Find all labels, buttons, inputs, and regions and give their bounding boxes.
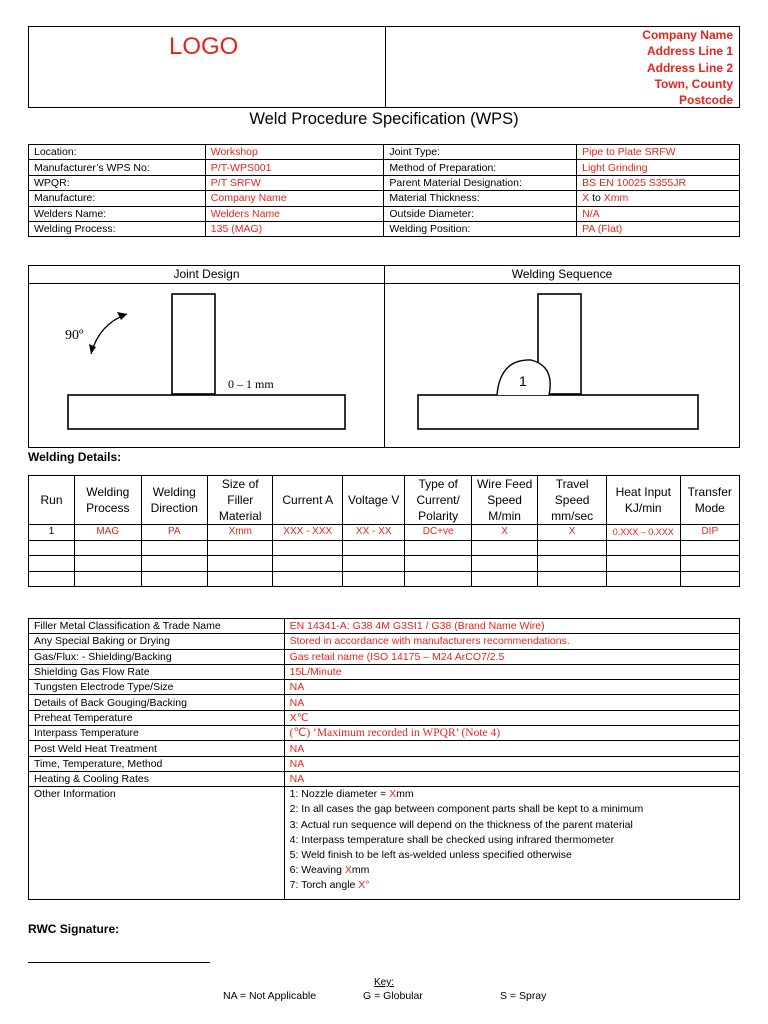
- info-row: [29, 206, 740, 221]
- info-value: Company Name: [205, 191, 384, 206]
- info-value: BS EN 10025 S355JR: [577, 175, 740, 190]
- info-value: PA (Flat): [577, 221, 740, 236]
- address-line-2: Address Line 2: [646, 60, 733, 75]
- info-label: WPQR:: [29, 175, 206, 190]
- column-header: Welding Direction: [141, 476, 207, 525]
- info-label: Welding Process:: [29, 221, 206, 236]
- filler-row: [29, 634, 740, 649]
- note-item: 4: Interpass temperature shall be checked using infrared thermometer: [289, 833, 615, 846]
- logo-cell: [29, 27, 386, 107]
- table-cell: Xmm: [208, 525, 273, 541]
- info-value: P/T SRFW: [205, 175, 384, 190]
- table-cell: X: [538, 525, 607, 541]
- info-value: Pipe to Plate SRFW: [577, 145, 740, 160]
- note-item: 2: In all cases the gap between component parts shall be kept to a minimum: [289, 803, 644, 816]
- welding-sequence-header: Welding Sequence: [385, 266, 739, 284]
- other-info-row: [29, 787, 740, 900]
- filler-label: Any Special Baking or Drying: [29, 634, 285, 649]
- filler-value: NA: [284, 680, 739, 695]
- thickness-to: to: [589, 192, 604, 205]
- gap-label: 0 – 1 mm: [228, 377, 274, 391]
- table-cell: XX - XX: [343, 525, 405, 541]
- info-label: Welders Name:: [29, 206, 206, 221]
- info-row: [29, 160, 740, 175]
- thickness-max: Xmm: [603, 192, 629, 205]
- arrow-head-bottom: [89, 344, 96, 354]
- key-spray: S = Spray: [500, 990, 547, 1002]
- info-label: Joint Type:: [384, 145, 577, 160]
- signature-line: [28, 962, 210, 963]
- table-cell: PA: [141, 525, 207, 541]
- filler-table: [28, 618, 740, 900]
- filler-row: [29, 726, 740, 741]
- filler-value: NA: [284, 741, 739, 756]
- details-header-row: [29, 476, 740, 525]
- filler-row: [29, 649, 740, 664]
- welding-details-table: [28, 475, 740, 587]
- key-title: Key:: [373, 977, 394, 988]
- info-table: [28, 144, 740, 237]
- table-cell: 0.XXX – 0.XXX: [606, 525, 680, 541]
- column-header: Heat Input KJ/min: [606, 476, 680, 525]
- rwc-signature-label: RWC Signature:: [28, 922, 120, 936]
- table-cell: MAG: [75, 525, 141, 541]
- filler-label: Interpass Temperature: [29, 726, 285, 741]
- info-label: Method of Preparation:: [384, 160, 577, 175]
- info-value: Light Grinding: [577, 160, 740, 175]
- key-na: NA = Not Applicable: [223, 990, 317, 1002]
- company-name: Company Name: [642, 28, 733, 42]
- company-address: [642, 27, 733, 108]
- column-header: Current A: [273, 476, 343, 525]
- filler-value: NA: [284, 756, 739, 771]
- filler-value: NA: [284, 771, 739, 786]
- postcode: Postcode: [678, 93, 733, 108]
- filler-value: Gas retail name (ISO 14175 – M24 ArCO7/2.5: [284, 649, 739, 664]
- column-header: Size of Filler Material: [208, 476, 273, 525]
- info-label: Material Thickness:: [384, 191, 577, 206]
- angle-arc: [91, 314, 127, 354]
- filler-row: [29, 771, 740, 786]
- info-label: Manufacturer’s WPS No:: [29, 160, 206, 175]
- filler-value: EN 14341-A: G38 4M G3SI1 / G38 (Brand Name Wire): [284, 619, 739, 634]
- info-value: P/T-WPS001: [205, 160, 384, 175]
- angle-label: 90º: [65, 328, 84, 343]
- info-value: Welders Name: [205, 206, 384, 221]
- filler-row: [29, 680, 740, 695]
- base-plate: [68, 395, 345, 429]
- other-info-label: Other Information: [29, 787, 285, 900]
- note-item: 3: Actual run sequence will depend on the thickness of the parent material: [289, 818, 633, 831]
- table-row-empty: [29, 540, 740, 556]
- other-info-notes: [284, 787, 739, 900]
- info-label: Parent Material Designation:: [384, 175, 577, 190]
- filler-row: [29, 695, 740, 710]
- column-header: Wire Feed Speed M/min: [471, 476, 537, 525]
- filler-label: Post Weld Heat Treatment: [29, 741, 285, 756]
- filler-value: NA: [284, 695, 739, 710]
- joint-design-drawing: [29, 284, 384, 447]
- joint-design-header: Joint Design: [29, 266, 384, 284]
- address-line-1: Address Line 1: [646, 44, 733, 59]
- table-cell: 1: [29, 525, 75, 541]
- run-number: 1: [519, 373, 527, 389]
- document-title: Weld Procedure Specification (WPS): [249, 110, 519, 128]
- info-label: Welding Position:: [384, 221, 577, 236]
- filler-row: [29, 619, 740, 634]
- table-row: [29, 525, 740, 541]
- town-county: Town, County: [654, 76, 733, 91]
- filler-row: [29, 710, 740, 725]
- column-header: Travel Speed mm/sec: [538, 476, 607, 525]
- info-label: Location:: [29, 145, 206, 160]
- arrow-head-top: [117, 312, 127, 320]
- filler-label: Shielding Gas Flow Rate: [29, 664, 285, 679]
- filler-value: X℃: [284, 710, 739, 725]
- filler-value: Stored in accordance with manufacturers recommendations.: [284, 634, 739, 649]
- welding-sequence-drawing: [385, 284, 739, 447]
- table-row-empty: [29, 571, 740, 587]
- info-row: [29, 221, 740, 236]
- filler-row: [29, 741, 740, 756]
- column-header: Type of Current/ Polarity: [405, 476, 471, 525]
- filler-label: Gas/Flux: - Shielding/Backing: [29, 649, 285, 664]
- filler-row: [29, 664, 740, 679]
- vertical-plate: [172, 294, 215, 394]
- table-row-empty: [29, 556, 740, 572]
- table-cell: X: [471, 525, 537, 541]
- filler-row: [29, 756, 740, 771]
- filler-label: Preheat Temperature: [29, 710, 285, 725]
- info-label: Outside Diameter:: [384, 206, 577, 221]
- note-item: 1: Nozzle diameter = Xmm: [289, 788, 414, 801]
- info-value: 135 (MAG): [205, 221, 384, 236]
- column-header: Transfer Mode: [680, 476, 739, 525]
- logo: LOGO: [169, 33, 239, 60]
- table-cell: DC+ve: [405, 525, 471, 541]
- filler-value: (℃) ‘Maximum recorded in WPQR’ (Note 4): [284, 726, 739, 741]
- filler-value: 15L/Minute: [284, 664, 739, 679]
- column-header: Welding Process: [75, 476, 141, 525]
- base-plate: [418, 395, 698, 429]
- filler-label: Tungsten Electrode Type/Size: [29, 680, 285, 695]
- info-row: [29, 145, 740, 160]
- drawing-panel: [28, 265, 740, 448]
- header-box: [28, 26, 740, 108]
- key-globular: G = Globular: [363, 990, 423, 1002]
- filler-label: Time, Temperature, Method: [29, 756, 285, 771]
- filler-label: Filler Metal Classification & Trade Name: [29, 619, 285, 634]
- info-row: [29, 175, 740, 190]
- note-item: 6: Weaving Xmm: [289, 864, 370, 877]
- info-value: N/A: [577, 206, 740, 221]
- note-item: 7: Torch angle X°: [289, 879, 370, 892]
- table-cell: XXX - XXX: [273, 525, 343, 541]
- table-cell: DIP: [680, 525, 739, 541]
- welding-details-title: Welding Details:: [28, 450, 122, 464]
- info-label: Manufacture:: [29, 191, 206, 206]
- filler-label: Details of Back Gouging/Backing: [29, 695, 285, 710]
- column-header: Voltage V: [343, 476, 405, 525]
- info-value: [577, 191, 740, 206]
- info-value: Workshop: [205, 145, 384, 160]
- note-item: 5: Weld finish to be left as-welded unless specified otherwise: [289, 849, 572, 862]
- thickness-min: X: [582, 192, 590, 205]
- info-row: [29, 191, 740, 206]
- filler-label: Heating & Cooling Rates: [29, 771, 285, 786]
- column-header: Run: [29, 476, 75, 525]
